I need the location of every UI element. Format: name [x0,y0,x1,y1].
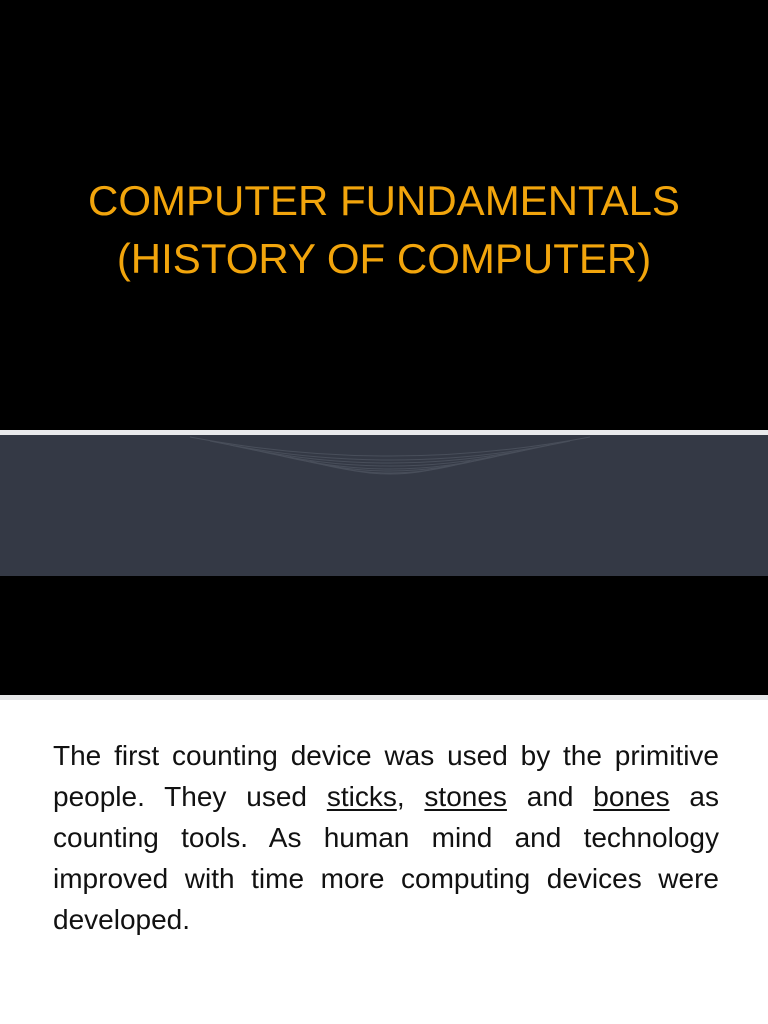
slide-title-line-2: (HISTORY OF COMPUTER) [116,235,652,282]
term-sticks: sticks [326,781,397,812]
band-arc-pattern [0,435,768,576]
title-slide-header [0,0,768,430]
separator-comma: , [396,781,425,812]
decorative-band [0,435,768,576]
divider-line-bottom [0,695,768,700]
body-text-intro: The first counting device was used by the primitive people. They used [53,740,719,812]
separator-and: and [506,781,594,812]
body-text-rest: as counting tools. As human mind and technology improved with time more computing devices were developed. [53,781,719,935]
term-stones: stones [424,781,507,812]
body-paragraph [53,735,719,940]
term-bones: bones [593,781,670,812]
slide-footer-block [0,576,768,695]
slide-title-line-1: COMPUTER FUNDAMENTALS [88,177,680,224]
slide-title [0,172,768,288]
